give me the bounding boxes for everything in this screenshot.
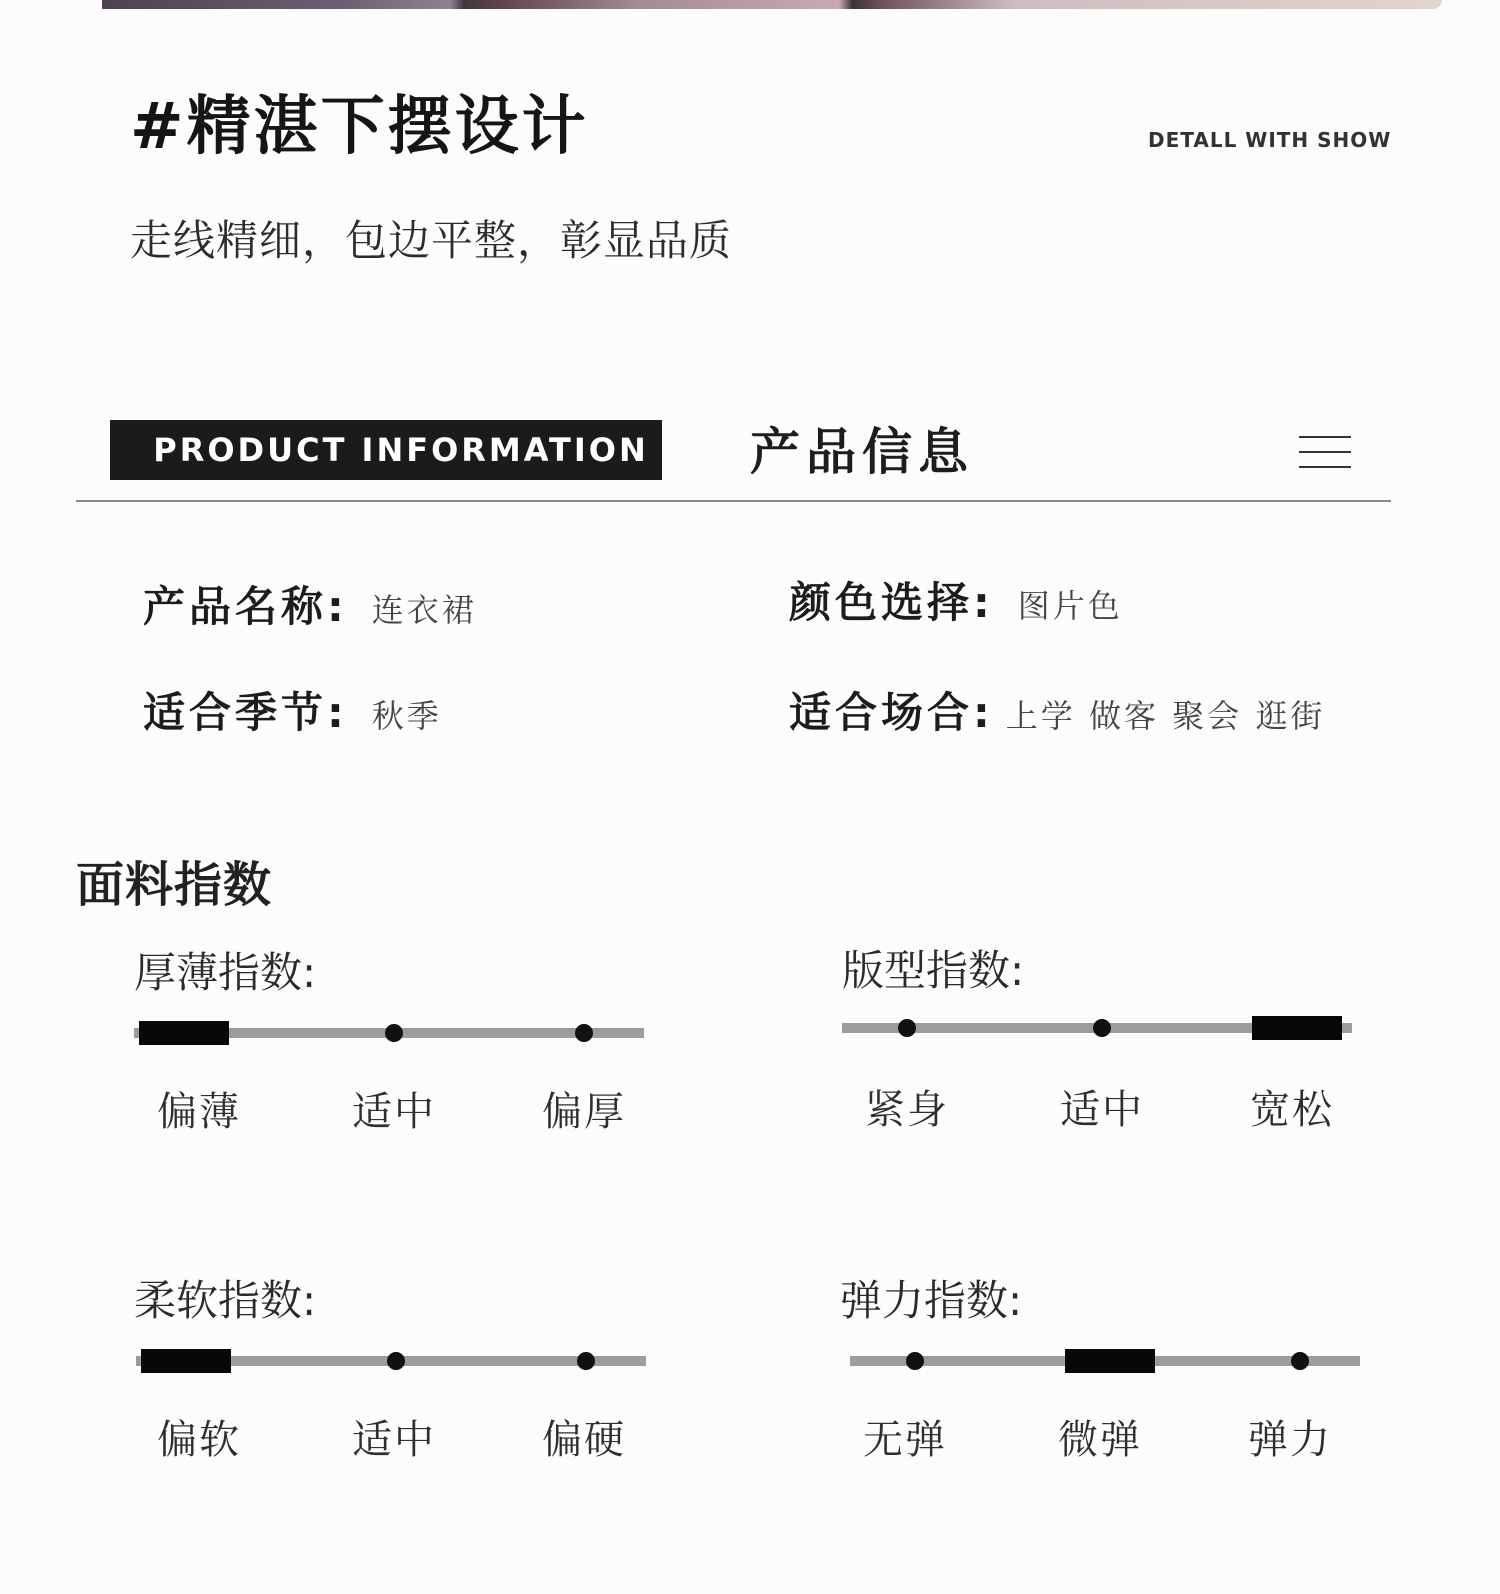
index-option-dot [577,1352,595,1370]
info-label: 适合场合: [789,688,994,737]
info-color-choice [789,570,1123,630]
info-label: 适合季节: [143,688,348,737]
index-option-label: 偏厚 [542,1089,626,1135]
index-option-label: 偏薄 [157,1089,241,1135]
info-product-name [143,574,477,634]
index-option-label: 偏硬 [542,1417,626,1463]
index-title: 弹力指数: [840,1276,1023,1325]
index-selected-marker [141,1349,231,1373]
info-value: 连衣裙 [371,591,477,629]
hem-design-subtitle: 走线精细，包边平整，彰显品质 [130,216,733,265]
index-selected-marker [139,1021,229,1045]
index-option-label: 无弹 [863,1417,947,1463]
index-scale [136,1356,646,1366]
index-option-dot [906,1352,924,1370]
index-option-label: 适中 [352,1089,436,1135]
index-scale [842,1023,1352,1033]
info-value: 上学 做客 聚会 逛街 [1005,697,1326,735]
info-occasion [789,680,1325,740]
section-divider [76,500,1391,502]
index-scale [134,1028,644,1038]
index-option-dot [575,1024,593,1042]
index-option-label: 紧身 [865,1087,949,1133]
index-softness [134,1268,654,1468]
info-value: 图片色 [1017,587,1123,625]
index-option-label: 适中 [352,1417,436,1463]
menu-lines-icon [1299,436,1351,468]
hem-design-title: #精湛下摆设计 [130,90,589,164]
index-title: 版型指数: [842,946,1025,995]
index-option-dot [898,1019,916,1037]
product-information-badge: PRODUCT INFORMATION [110,420,662,480]
fabric-index-title: 面料指数 [76,857,273,913]
index-option-dot [1093,1019,1111,1037]
index-scale [850,1356,1360,1366]
index-option-label: 微弹 [1058,1417,1142,1463]
index-title: 柔软指数: [134,1276,317,1325]
index-elasticity [840,1268,1360,1468]
detail-tag: DETALL WITH SHOW [1148,128,1392,152]
index-option-label: 弹力 [1248,1417,1332,1463]
index-option-label: 宽松 [1250,1087,1334,1133]
index-option-label: 适中 [1060,1087,1144,1133]
info-label: 颜色选择: [789,578,994,627]
index-thickness [134,940,654,1140]
index-option-dot [387,1352,405,1370]
index-selected-marker [1065,1349,1155,1373]
index-option-label: 偏软 [157,1417,241,1463]
index-option-dot [1291,1352,1309,1370]
info-value: 秋季 [371,697,442,735]
info-season [143,680,442,740]
index-selected-marker [1252,1016,1342,1040]
index-option-dot [385,1024,403,1042]
info-label: 产品名称: [143,582,348,631]
product-info-title: 产品信息 [750,423,974,481]
product-photo-edge [102,0,1442,9]
index-fit [842,938,1362,1138]
index-title: 厚薄指数: [134,948,317,997]
